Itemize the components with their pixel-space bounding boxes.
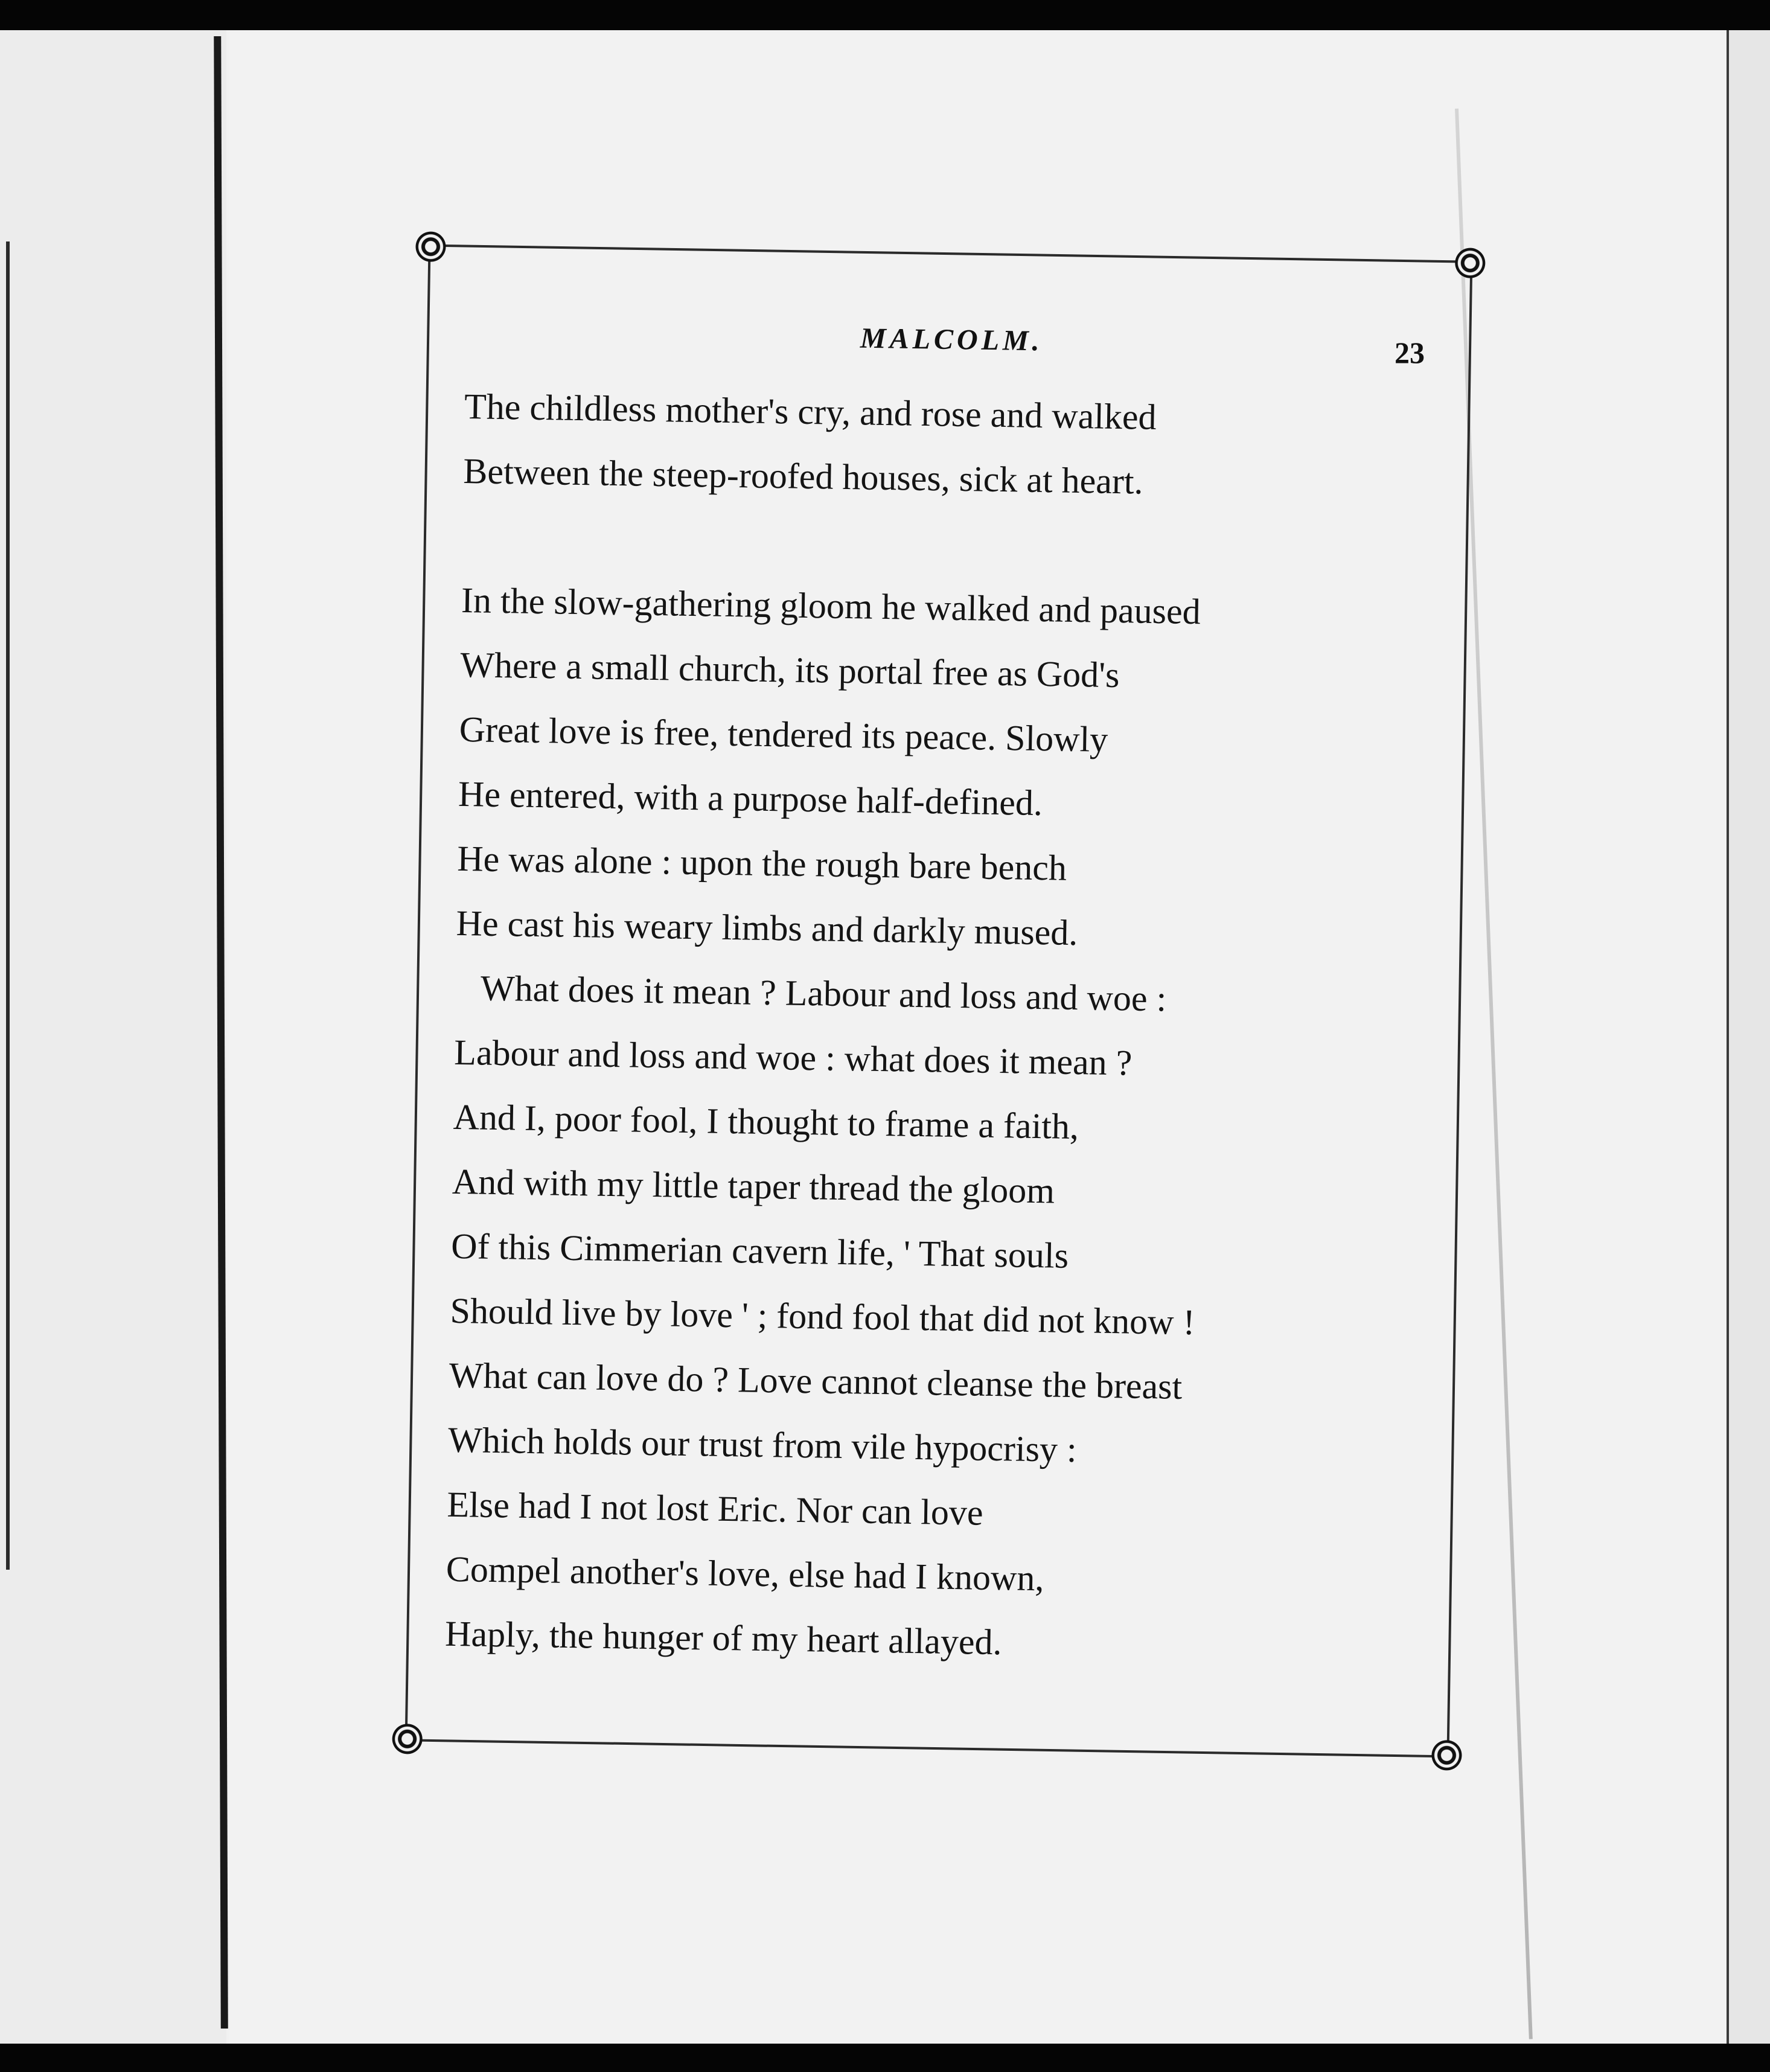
verse-line: Where a small church, its portal free as God's — [459, 644, 1120, 695]
running-head: MALCOLM. — [860, 322, 1044, 357]
verse-line: And I, poor fool, I thought to frame a faith, — [453, 1096, 1079, 1147]
right-page-edge — [1727, 30, 1770, 2044]
verse-line: In the slow-gathering gloom he walked and paused — [461, 580, 1201, 632]
scan-top-border — [0, 0, 1770, 30]
corner-ornament-icon — [415, 231, 446, 262]
verse-line: Should live by love ' ; fond fool that did not know ! — [450, 1290, 1196, 1343]
verse-line: He was alone : upon the rough bare bench — [456, 838, 1067, 888]
verse-line: Compel another's love, else had I known, — [446, 1549, 1044, 1599]
verse-line: Else had I not lost Eric. Nor can love — [447, 1484, 984, 1533]
left-page-edge — [6, 241, 10, 1570]
verse-line: What can love do ? Love cannot cleanse the breast — [449, 1355, 1183, 1407]
page-number: 23 — [1395, 336, 1425, 369]
left-facing-page — [0, 30, 226, 2044]
verse-line: Haply, the hunger of my heart allayed. — [444, 1613, 1003, 1663]
verse-line: He cast his weary limbs and darkly mused. — [456, 903, 1078, 953]
verse-line: The childless mother's cry, and rose and walked — [464, 386, 1157, 437]
verse-line: He entered, with a purpose half-defined. — [458, 773, 1043, 823]
verse-line: Of this Cimmerian cavern life, ' That souls — [450, 1226, 1069, 1276]
verse-line: Labour and loss and woe : what does it mean ? — [453, 1032, 1133, 1083]
verse-line: And with my little taper thread the gloom — [452, 1161, 1055, 1211]
scan-bottom-border — [0, 2044, 1770, 2072]
verse-line: Between the steep-roofed houses, sick at heart. — [462, 450, 1144, 502]
verse-line: What does it mean ? Labour and loss and woe : — [480, 968, 1167, 1019]
verse-line: Great love is free, tendered its peace. Slowly — [459, 709, 1108, 759]
verse-line: Which holds our trust from vile hypocrisy : — [447, 1419, 1078, 1470]
poem-text — [444, 374, 1442, 1681]
